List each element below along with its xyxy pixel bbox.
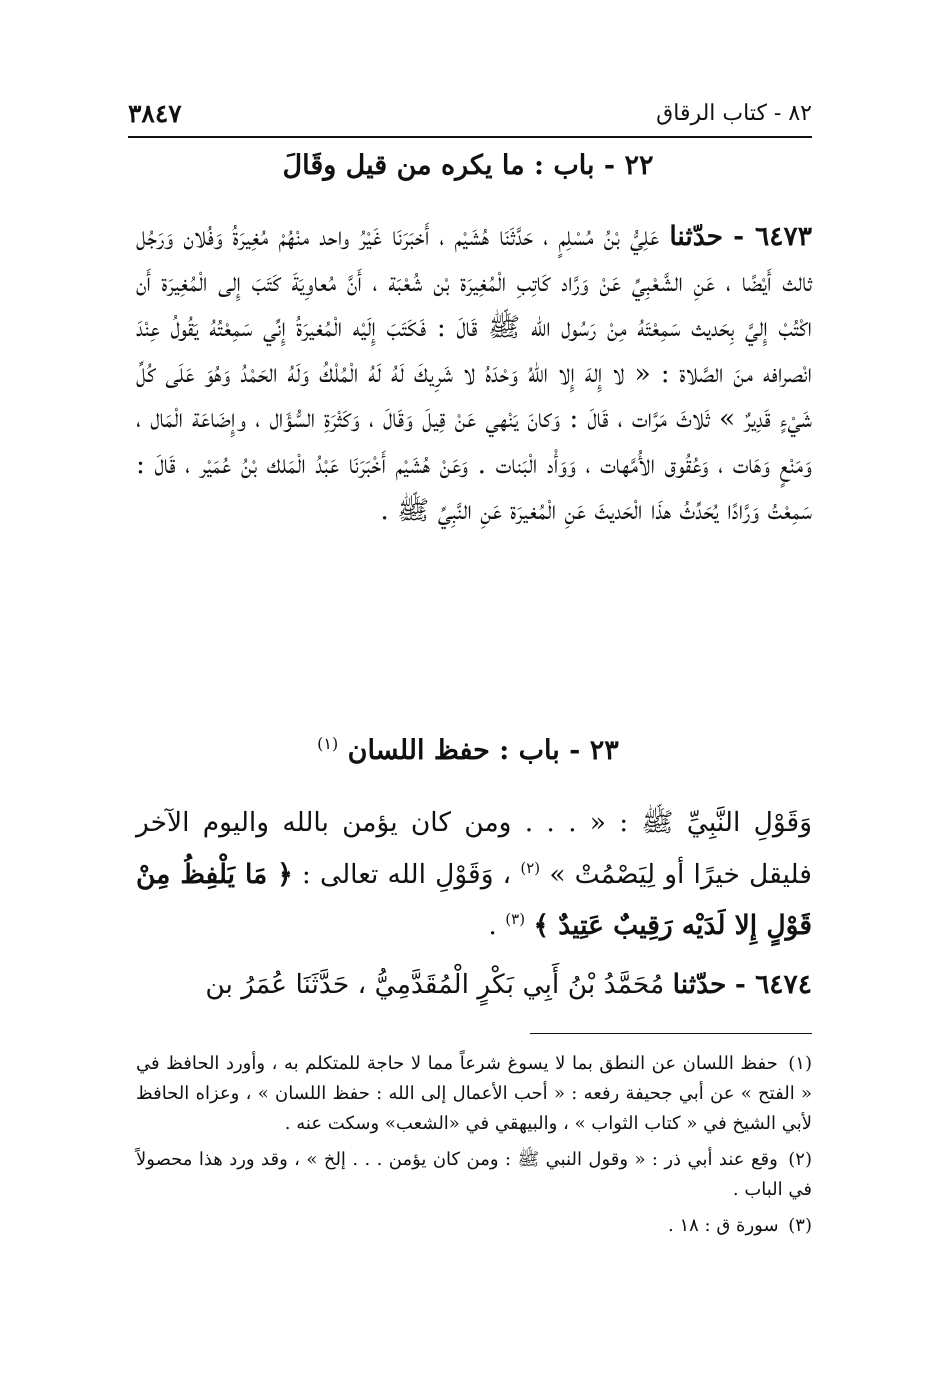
hadith-6473-text: عَلِيُّ بْنُ مُسْلِمٍ ، حَدَّثَنَا هُشَيْم ، أَخبَرَنَا غَيْرُ واحد منْهُمْ مُغِيرَةُ وَفُلان وَرَجُل ثالث أَيْضًا ، عَنِ الشَّعْبِيِّ عَنْ وَرَّاد كَاتِبِ الْمُغِيرَة بْن شُعْبَة ، أَنَّ مُعاوِيَةَ كَتَبَ إِلى الْمُغِيرَة أَن اكْتُبْ إِليَّ بِحَديث سَمِعْتَهُ مِنْ رَسُول الله ﷺ قَالَ : فَكَتَبَ إِلَيْه الْمُغيرَةُ إِنِّي سَمِعْتُهُ يَقُولُ عِنْدَ انْصرافه منَ الصَّلاة : « لا إِلهَ إِلا اللهُ وَحْدَهُ لا شَرِيكَ لَهُ لَهُ الْمُلْكُ وَلَهُ الحَمْدُ وَهُوَ عَلَى كُلِّ شَيْءٍ قَدِيرٌ » ثَلاثَ مَرَّات ، قَالَ : وَكانَ يَنْهي عَنْ قِيلَ وَقَالَ ، وَكَثْرَةِ السُّؤَال ، وإِضَاعَة الْمَال ، وَمَنْعٍ وَهَات ، وَعُقُوق الأُمَّهات ، وَوَأْد الْبَنات . وَعَنْ هُشَيْم أَخْبَرَنَا عَبْدُ الْمَلك بْنُ عُمَيْر ، قَالَ : سَمِعْتُ وَرَّادًا يُحَدِّثُ هذَا الْحَديثَ عَنِ الْمُغيرَة عَنِ النَّبِيِّ ﷺ . [136, 221, 812, 526]
footnote-1-number: (١) [788, 1053, 812, 1074]
chapter-23-text-part3: . [488, 909, 497, 941]
quran-verse: ﴿ مَا يَلْفِظُ مِنْ قَوْلٍ إِلا لَدَيْه رَقِيبٌ عَتِيدٌ ﴾ [136, 858, 812, 941]
footnote-3-text: سورة ق : ١٨ . [668, 1215, 779, 1236]
footnote-2 [136, 1145, 812, 1205]
hadith-6474-intro: حدّثنا [672, 969, 727, 1000]
hadith-6473-number: ٦٤٧٣ - [733, 221, 812, 252]
hadith-6473 [136, 214, 812, 533]
chapter-22-title: ٢٢ - باب : ما يكره من قيل وقَالَ [282, 150, 654, 181]
footnote-ref-2[interactable]: (٢) [520, 858, 541, 877]
hadith-6474 [136, 962, 812, 1008]
chapter-23-title: ٢٣ - باب : حفظ اللسان [347, 735, 619, 766]
footnote-1-text: حفظ اللسان عن النطق بما لا يسوغ شرعاً مما لا حاجة للمتكلم به ، وأورد الحافظ في « الفتح » عن أبي جحيفة رفعه : « أحب الأعمال إلى الله : حفظ اللسان » ، وعزاه الحافظ لأبي الشيخ في « كتاب الثواب » ، والبيهقي في «الشعب» وسكت عنه . [136, 1053, 812, 1134]
footnote-divider [530, 1033, 812, 1034]
chapter-23-footnote-ref[interactable]: (١) [317, 734, 339, 753]
footnote-3 [136, 1211, 812, 1241]
chapter-22-heading [120, 150, 816, 181]
footnote-2-text: وقع عند أبي ذر : « وقول النبي ﷺ : ومن كان يؤمن . . . إلخ » ، وقد ورد هذا محصولاً في الباب . [136, 1149, 812, 1200]
footnote-ref-3[interactable]: (٣) [505, 910, 526, 929]
footnote-2-number: (٢) [788, 1149, 812, 1170]
chapter-23-text-part1: وَقَوْلِ النَّبِيِّ ﷺ : « . . . ومن كان يؤمن بالله واليوم الآخر فليقل خيرًا أو لِيَصْمُتْ » [136, 807, 812, 890]
chapter-23-text [136, 800, 812, 948]
hadith-6473-intro: حدّثنا [669, 221, 724, 252]
footnote-3-number: (٣) [788, 1215, 812, 1236]
hadith-6474-text: مُحَمَّدُ بْنُ أَبِي بَكْرٍ الْمُقَدَّمِيُّ ، حَدَّثَنَا عُمَرُ بن [205, 969, 665, 1000]
page-number: ٣٨٤٧ [128, 98, 182, 128]
chapter-23-heading [120, 734, 816, 766]
footnotes [136, 1049, 812, 1241]
running-title: ٨٢ - كتاب الرقاق [656, 100, 812, 126]
chapter-23-text-part2: ، وَقَوْلِ الله تعالى : [301, 858, 512, 890]
hadith-6474-number: ٦٤٧٤ - [734, 969, 812, 1000]
footnote-1 [136, 1049, 812, 1139]
page-header [128, 90, 812, 138]
